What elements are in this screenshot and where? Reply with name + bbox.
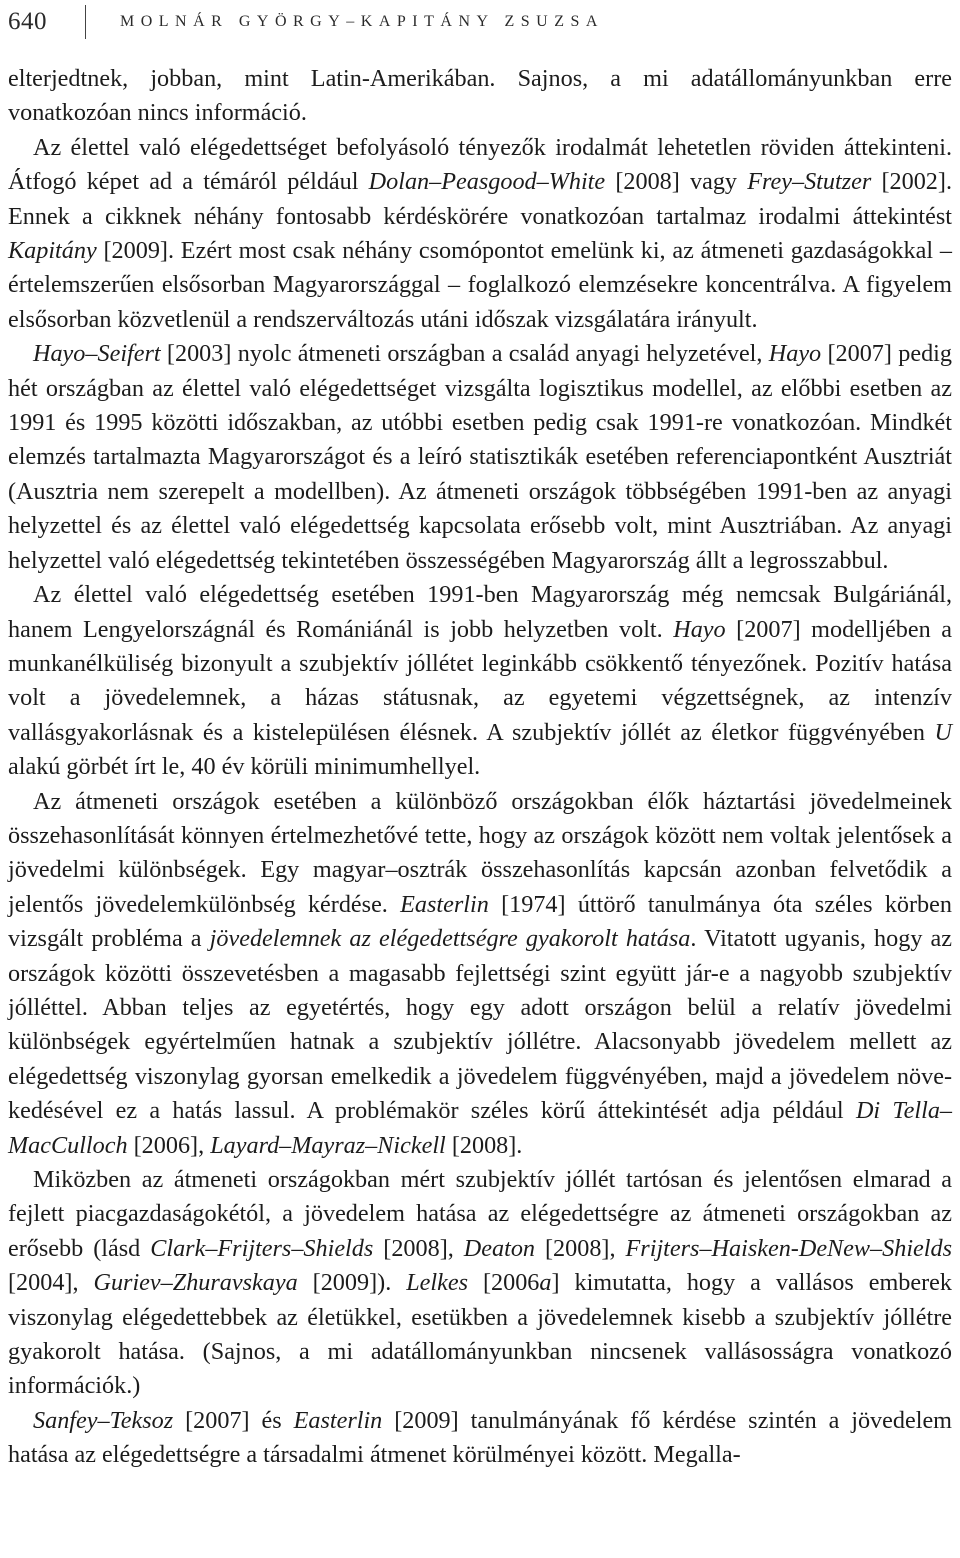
- running-head-authors: MOLNÁR GYÖRGY–KAPITÁNY ZSUZSA: [120, 13, 604, 30]
- body-text: [8, 62, 952, 1473]
- text-run: [2008].: [445, 1131, 523, 1159]
- italic-run: Lelkes: [406, 1269, 468, 1297]
- italic-run: Hayo–Seifert: [33, 340, 161, 368]
- body-paragraph: [8, 62, 952, 131]
- body-paragraph: [8, 1404, 952, 1473]
- text-run: [2003] nyolc átmeneti országban a család anyagi helyzetével,: [160, 340, 769, 368]
- italic-run: Frey–Stutzer: [747, 168, 872, 196]
- italic-run: Di Tella–MacCulloch: [8, 1097, 953, 1159]
- italic-run: Guriev–Zhuravskaya: [93, 1269, 298, 1297]
- text-run: [2009]).: [297, 1269, 407, 1297]
- text-run: [2004],: [8, 1269, 94, 1297]
- body-paragraph: [8, 337, 952, 578]
- text-run: [2009]. Ezért most csak néhány csomópontot emelünk ki, az átmeneti gazdaságokkal – értelemszerűen elsősorban Magyarországgal – foglalkozó elemzésekre koncentrálva. A figyelem elsősorban közvetlenül a rendszerváltozás utáni időszak vizsgálatára irányult.: [8, 237, 952, 333]
- running-header: [8, 0, 952, 44]
- italic-run: U: [934, 718, 952, 746]
- body-paragraph: [8, 131, 952, 337]
- text-run: Az élettel való elégedettséget befolyásoló tényezők irodalmát lehetetlen röviden áttekinteni. Átfogó képet ad a témáról például: [8, 133, 952, 196]
- text-run: ] kimutatta, hogy a vallásos emberek viszonylag elégedettebbek az életükkel, esetükben a jövedelemnek kisebb a szubjektív jóllétre gyakorolt hatása. (Sajnos, a mi adatállományunkban nincsenek vallásosságra vonatkozó információk.): [8, 1269, 952, 1400]
- italic-run: a: [539, 1269, 552, 1297]
- page-number: 640: [8, 8, 47, 35]
- text-run: elterjedtnek, jobban, mint Latin-Amerikában. Sajnos, a mi adatállományunkban erre vonatkozóan nincs információ.: [8, 65, 952, 127]
- italic-run: Sanfey–Teksoz: [33, 1406, 174, 1434]
- text-run: [2006],: [127, 1131, 211, 1159]
- text-run: [2007] pedig hét országban az élettel való elégedettséget vizsgálta logisztikus modellel, az előbbi esetben az 1991 és 1995 közötti időszakban, az utóbbi esetben pedig csak 1991-re vonatkozóan. Mindkét elemzés tartalmazta Magyarországot és a leíró statisztikák esetében referenciapontként Ausztriát (Ausztria nem szerepelt a modellben). Az átmeneti országok többségében 1991-ben az anyagi helyzettel és az élettel való elégedettség kapcsolata erősebb volt, mint Ausztriában. Az anyagi helyzettel való elégedettség tekintetében összességében Magyarország állt a legrosszabbul.: [8, 340, 952, 574]
- text-run: [2009] tanulmányának fő kérdése szintén a jövedelem hatása az elégedettségre a társadalmi átmenet körülményei között. Megalla-: [8, 1406, 952, 1469]
- text-run: Az átmeneti országok esetében a különböző országokban élők háztartási jövedelmeinek összehasonlítását könnyen értelmezhetővé tette, hogy az országok között nem voltak jelentősek a jövedelmi különbségek. Egy magyar–osztrák összehasonlítás kapcsán azonban felvetődik a jelentős jövedelemkülönbség kérdése.: [8, 787, 952, 918]
- text-run: [2008] vagy: [605, 168, 748, 196]
- italic-run: Hayo: [768, 340, 822, 368]
- italic-run: Dolan–Peasgood–White: [368, 168, 606, 196]
- text-run: [2007] és: [173, 1406, 294, 1434]
- text-run: [2008],: [535, 1234, 626, 1262]
- text-run: [2002]. Ennek a cikknek néhány fontosabb kérdéskörére vonatkozóan tartalmaz irodalmi áttekintést: [8, 168, 952, 230]
- italic-run: jövedelemnek az elégedettségre gyakorolt hatása: [209, 925, 691, 953]
- italic-run: Easterlin: [293, 1406, 383, 1434]
- italic-run: Clark–Frijters–Shields: [150, 1234, 374, 1262]
- body-paragraph: [8, 1163, 952, 1404]
- italic-run: Kapitány: [8, 237, 97, 265]
- text-run: [2006: [468, 1269, 540, 1297]
- body-paragraph: [8, 785, 952, 1163]
- italic-run: Layard–Mayraz–Nickell: [210, 1131, 446, 1159]
- text-run: . Vitatott ugyanis, hogy az országok közötti összevetésben a magasabb fejlettségi szint együtt jár-e a nagyobb szubjektív jólléttel. Abban teljes az egyetértés, hogy egy adott országon belül a relatív jövedelmi különbségek egyértelműen hatnak a szubjektív jóllétre. Alacsonyabb jövedelem mellett az elégedettség viszonylag gyorsan emelkedik a jövedelem függvényében, majd a jövedelem növekedésével ez a hatás lassul. A problémakör széles körű áttekintését adja például: [8, 925, 952, 1125]
- text-run: alakú görbét írt le, 40 év körüli minimumhellyel.: [8, 753, 481, 781]
- header-divider: [85, 5, 86, 39]
- body-paragraph: [8, 578, 952, 784]
- italic-run: Frijters–Haisken-DeNew–Shields: [625, 1234, 953, 1262]
- italic-run: Hayo: [673, 615, 726, 643]
- text-run: [2007] modelljében a munkanélküliség bizonyult a szubjektív jóllétet leginkább csökkentő tényezőnek. Pozitív hatása volt a jövedelemnek, a házas státusnak, az egyetemi végzettségnek, az intenzív vallásgyakorlásnak és a kistelepülésen élésnek. A szubjektív jóllét az életkor függvényében: [8, 615, 952, 746]
- italic-run: Easterlin: [400, 890, 489, 918]
- text-run: [1974] úttörő tanulmánya óta széles körben vizsgált probléma a: [8, 890, 952, 953]
- italic-run: Deaton: [463, 1234, 536, 1262]
- text-run: Miközben az átmeneti országokban mért szubjektív jóllét tartósan és jelentősen elmarad a fejlett piacgazdaságokétól, a jövedelem hatása az elégedettségre az átmeneti országokban az erősebb (lásd: [8, 1166, 952, 1262]
- text-run: Az élettel való elégedettség esetében 1991-ben Magyarország még nemcsak Bulgáriánál, hanem Lengyelországnál és Romániánál is jobb helyzetben volt.: [8, 581, 952, 643]
- text-run: [2008],: [373, 1234, 464, 1262]
